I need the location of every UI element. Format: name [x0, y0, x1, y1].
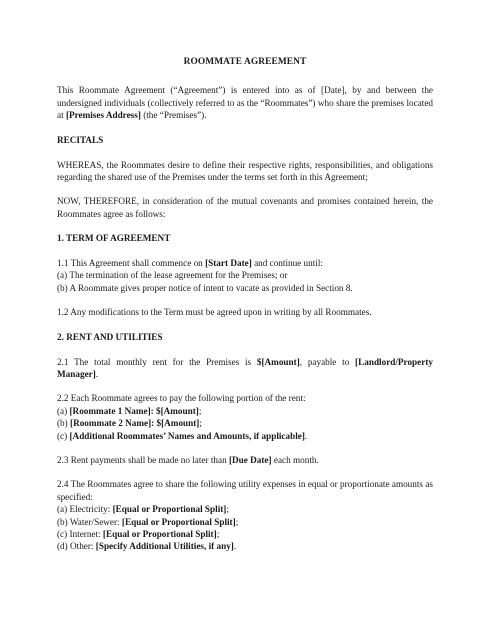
document-page [57, 56, 433, 565]
clause-1-1-text-2: and continue until: [251, 258, 323, 269]
clause-2-4-b-prefix: (b) Water/Sewer: [57, 516, 122, 527]
clause-2-2-b-suffix: ; [199, 418, 202, 429]
clause-2-2-c [57, 430, 433, 442]
clause-2-4-b [57, 516, 433, 528]
recitals-heading: RECITALS [57, 134, 104, 145]
clause-2-3-text-2: each month. [271, 455, 319, 466]
clause-2-3 [57, 454, 433, 466]
clause-2-4-c [57, 528, 433, 540]
clause-2-4-a-prefix: (a) Electricity: [57, 504, 113, 515]
clause-2-4-c-suffix: ; [216, 529, 220, 540]
roommate-1-placeholder: [Roommate 1 Name]: $[Amount] [69, 405, 199, 416]
clause-1-1 [57, 257, 433, 294]
clause-2-1 [57, 356, 433, 381]
clause-2-2-a-suffix: ; [198, 405, 202, 416]
rent-amount-placeholder: $[Amount] [256, 356, 300, 367]
clause-1-1-b: (b) A Roommate gives proper notice of intent to vacate as provided in Section 8. [57, 282, 353, 293]
clause-2-2 [57, 392, 433, 442]
clause-2-2-b [57, 417, 433, 429]
clause-1-2: 1.2 Any modifications to the Term must be agreed upon in writing by all Roommates. [57, 307, 372, 318]
landlord-placeholder: [Landlord/Property Manager] [57, 356, 433, 379]
water-split-placeholder: [Equal or Proportional Split] [121, 516, 236, 527]
clause-2-1-text-1: 2.1 The total monthly rent for the Premises is [57, 356, 257, 367]
due-date-placeholder: [Due Date] [228, 455, 272, 466]
additional-roommates-placeholder: [Additional Roommates’ Names and Amounts, if applicable] [69, 430, 305, 441]
clause-2-4-d [57, 540, 433, 552]
clause-1-1-text-1: 1.1 This Agreement shall commence on [57, 258, 206, 269]
clause-2-4-c-prefix: (c) Internet: [57, 529, 103, 540]
document-title: ROOMMATE AGREEMENT [183, 57, 307, 67]
clause-2-4-d-prefix: (d) Other: [57, 541, 96, 552]
clause-2-4 [57, 478, 433, 552]
clause-2-4-d-suffix: . [233, 541, 237, 552]
whereas-paragraph: WHEREAS, the Roommates desire to define their respective rights, responsibilities, and obligations regarding the shared use of the Premises under the terms set forth in this Agreement; [57, 159, 433, 182]
other-utilities-placeholder: [Specify Additional Utilities, if any] [95, 541, 234, 552]
clause-2-2-intro: 2.2 Each Roommate agrees to pay the following portion of the rent: [57, 393, 306, 404]
clause-1-1-a: (a) The termination of the lease agreement for the Premises; or [57, 270, 288, 281]
clause-2-2-a-prefix: (a) [57, 405, 70, 416]
premises-address-placeholder: [Premises Address] [65, 110, 141, 121]
clause-2-4-a [57, 503, 433, 515]
intro-paragraph [57, 84, 433, 121]
clause-1-1-intro [57, 257, 433, 269]
now-therefore-paragraph: NOW, THEREFORE, in consideration of the mutual covenants and promises contained herein, the Roommates agree as follows: [57, 196, 433, 219]
internet-split-placeholder: [Equal or Proportional Split] [102, 529, 217, 540]
intro-text-2: (the “Premises”). [140, 110, 207, 121]
clause-2-1-text-3: . [95, 369, 99, 379]
clause-2-4-b-suffix: ; [235, 516, 239, 527]
roommate-2-placeholder: [Roommate 2 Name]: $[Amount] [70, 418, 200, 429]
clause-2-4-a-suffix: ; [226, 504, 229, 515]
electricity-split-placeholder: [Equal or Proportional Split] [112, 504, 227, 515]
section-1-heading: 1. TERM OF AGREEMENT [57, 233, 171, 244]
section-2-heading: 2. RENT AND UTILITIES [57, 331, 163, 342]
clause-2-2-c-suffix: . [304, 430, 308, 441]
clause-2-2-a [57, 405, 433, 417]
clause-2-1-text-2: , payable to [299, 356, 356, 367]
clause-2-4-intro: 2.4 The Roommates agree to share the following utility expenses in equal or proportionate amounts as specified: [57, 479, 433, 502]
intro-text-1: This Roommate Agreement (“Agreement”) is entered into as of [Date], by and between the undersigned individuals (collectively referred to as the “Roommates”) who share the premises located at [57, 85, 433, 121]
start-date-placeholder: [Start Date] [205, 258, 252, 269]
clause-2-2-c-prefix: (c) [57, 430, 70, 441]
clause-2-2-b-prefix: (b) [57, 418, 71, 429]
clause-2-3-text-1: 2.3 Rent payments shall be made no later than [57, 455, 229, 466]
